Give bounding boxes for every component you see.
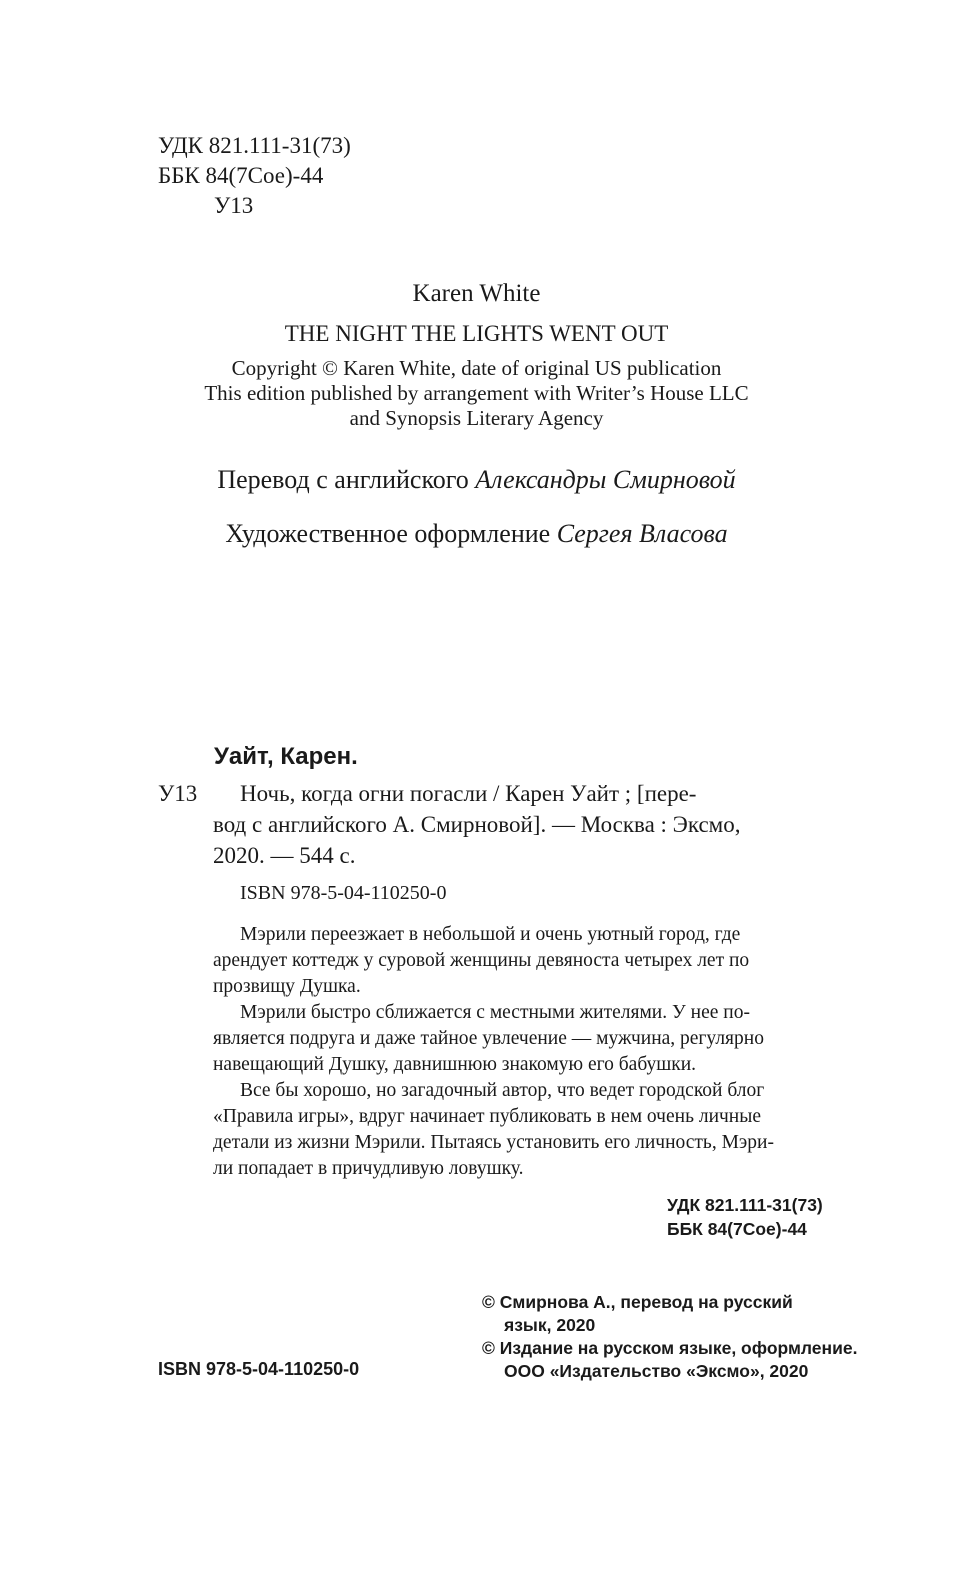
bib-line-2: вод с английского А. Смирновой]. — Москва : Эксмо,	[213, 812, 741, 837]
annotation-p1-l3: прозвищу Душка.	[213, 976, 361, 997]
copyright-translation-line-2: язык, 2020	[504, 1315, 596, 1335]
design-credit	[0, 518, 953, 550]
copyright-translation-line-1: © Смирнова А., перевод на русский	[482, 1292, 793, 1312]
annotation-p3-l2: «Правила игры», вдруг начинает публиковать в нем очень личные	[213, 1106, 761, 1127]
rights-line-3: and Synopsis Literary Agency	[349, 406, 604, 430]
footer-udk: УДК 821.111-31(73)	[667, 1195, 823, 1215]
footer-bbk: ББК 84(7Сое)-44	[667, 1219, 807, 1239]
bib-line-3: 2020. — 544 с.	[213, 843, 356, 868]
bib-mark: У13	[158, 781, 198, 806]
translation-prefix: Перевод с английского	[217, 465, 469, 494]
annotation-p3-l3: детали из жизни Мэрили. Пытаясь установить его личность, Мэри-	[213, 1132, 774, 1153]
translator-name: Александры Смирновой	[475, 465, 736, 494]
copyright-edition-line-1: © Издание на русском языке, оформление.	[482, 1338, 858, 1358]
design-prefix: Художественное оформление	[225, 519, 551, 548]
header-author-mark: У13	[214, 193, 254, 218]
bib-heading: Уайт, Карен.	[214, 743, 358, 770]
annotation-p2-l1: Мэрили быстро сближается с местными жителями. У нее по-	[240, 1002, 750, 1023]
annotation-p2-l2: является подруга и даже тайное увлечение — мужчина, регулярно	[213, 1028, 764, 1049]
designer-name: Сергея Власова	[556, 519, 728, 548]
annotation-p3-l1: Все бы хорошо, но загадочный автор, что ведет городской блог	[240, 1080, 765, 1101]
translation-credit	[0, 464, 953, 496]
original-title: THE NIGHT THE LIGHTS WENT OUT	[284, 321, 669, 346]
footer-isbn: ISBN 978-5-04-110250-0	[158, 1359, 360, 1379]
rights-line-2: This edition published by arrangement with Writer’s House LLC	[204, 381, 749, 405]
bib-line-1: Ночь, когда огни погасли / Карен Уайт ; [пере-	[240, 781, 697, 806]
original-author: Karen White	[412, 280, 541, 307]
annotation-p2-l3: навещающий Душку, давнишнюю знакомую его бабушки.	[213, 1054, 697, 1075]
header-udk: УДК 821.111-31(73)	[158, 133, 351, 158]
annotation-p1-l2: арендует коттедж у суровой женщины девяноста четырех лет по	[213, 950, 750, 971]
header-bbk: ББК 84(7Сое)-44	[158, 163, 324, 188]
bib-isbn: ISBN 978-5-04-110250-0	[240, 882, 447, 904]
rights-line-1: Copyright © Karen White, date of original US publication	[231, 356, 722, 380]
annotation-p3-l4: ли попадает в причудливую ловушку.	[213, 1158, 524, 1179]
annotation-p1-l1: Мэрили переезжает в небольшой и очень уютный город, где	[240, 924, 741, 945]
copyright-edition-line-2: ООО «Издательство «Эксмо», 2020	[504, 1361, 809, 1381]
